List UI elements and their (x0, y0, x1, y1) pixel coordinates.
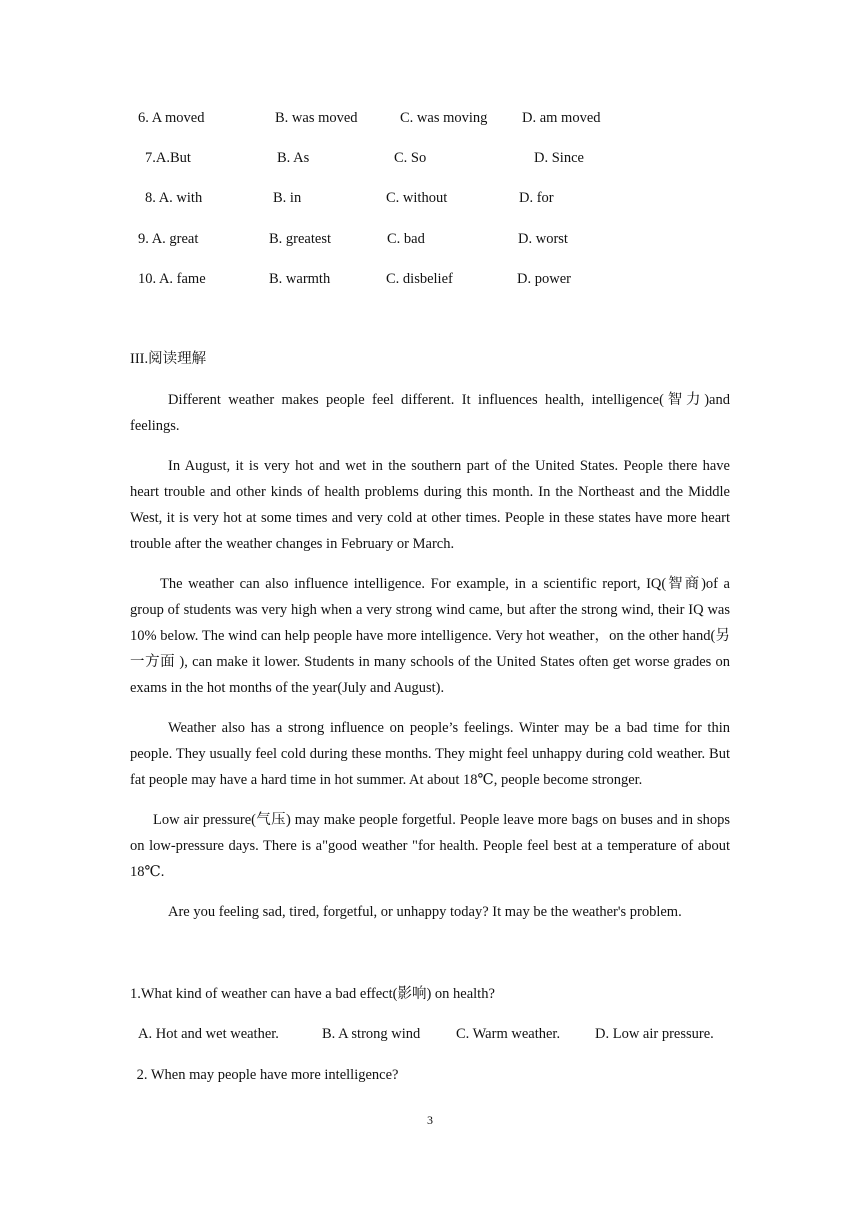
option-c: C. was moving (400, 110, 488, 126)
section-title: III.阅读理解 (130, 351, 207, 367)
option-d: D. Since (534, 150, 584, 166)
option-d: D. for (519, 190, 554, 206)
option-a: 7.A.But (145, 150, 191, 166)
option-b: B. warmth (269, 271, 331, 287)
option-b: B. was moved (275, 110, 358, 126)
option-a: 9. A. great (138, 231, 199, 247)
answer-option-a: A. Hot and wet weather. (138, 1026, 279, 1042)
page-number: 3 (427, 1113, 433, 1127)
passage-paragraph-1: Different weather makes people feel different. It influences health, intelligence(智力)and feelings. (130, 392, 730, 434)
option-row-9 (0, 229, 860, 249)
passage-paragraph-4: Weather also has a strong influence on people’s feelings. Winter may be a bad time for thin people. They usually feel cold during these months. They might feel unhappy during cold weather. But fat people may have a hard time in hot summer. At about 18℃, people become stronger. (130, 720, 730, 788)
answer-option-c: C. Warm weather. (456, 1026, 561, 1042)
option-row-8 (0, 188, 860, 208)
option-c: C. disbelief (386, 271, 453, 287)
question-2-stem: 2. When may people have more intelligence? (133, 1067, 399, 1083)
option-a: 10. A. fame (138, 271, 206, 287)
option-d: D. am moved (522, 110, 601, 126)
option-c: C. So (394, 150, 427, 166)
option-row-10 (0, 269, 860, 289)
option-d: D. power (517, 271, 571, 287)
question-1-stem: 1.What kind of weather can have a bad effect(影响) on health? (130, 986, 495, 1002)
option-row-7 (0, 148, 860, 168)
option-d: D. worst (518, 231, 568, 247)
option-b: B. greatest (269, 231, 332, 247)
question-1-options (0, 1024, 860, 1044)
option-b: B. in (273, 190, 302, 206)
option-c: C. without (386, 190, 448, 206)
option-row-6 (0, 108, 860, 128)
option-b: B. As (277, 150, 310, 166)
passage-paragraph-2: In August, it is very hot and wet in the southern part of the United States. People there have heart trouble and other kinds of health problems during this month. In the Northeast and the Middle West, it is very hot at some times and very cold at other times. People in these states have more heart trouble after the weather changes in February or March. (130, 458, 730, 552)
passage-paragraph-3: The weather can also influence intelligence. For example, in a scientific report, IQ(智商)of a group of students was very high when a very strong wind came, but after the strong wind, their IQ was 10% below. The wind can help people have more intelligence. Very hot weather，on the other hand(另一方面 ), can make it lower. Students in many schools of the United States often get worse grades on exams in the hot months of the year(July and August). (130, 576, 730, 696)
option-a: 6. A moved (138, 110, 205, 126)
option-a: 8. A. with (145, 190, 203, 206)
passage-paragraph-5: Low air pressure(气压) may make people forgetful. People leave more bags on buses and in shops on low-pressure days. There is a"good weather "for health. People feel best at a temperature of about 18℃. (130, 812, 730, 880)
option-c: C. bad (387, 231, 425, 247)
answer-option-d: D. Low air pressure. (595, 1026, 714, 1042)
answer-option-b: B. A strong wind (322, 1026, 421, 1042)
passage-paragraph-6: Are you feeling sad, tired, forgetful, or unhappy today? It may be the weather's problem. (168, 904, 682, 920)
